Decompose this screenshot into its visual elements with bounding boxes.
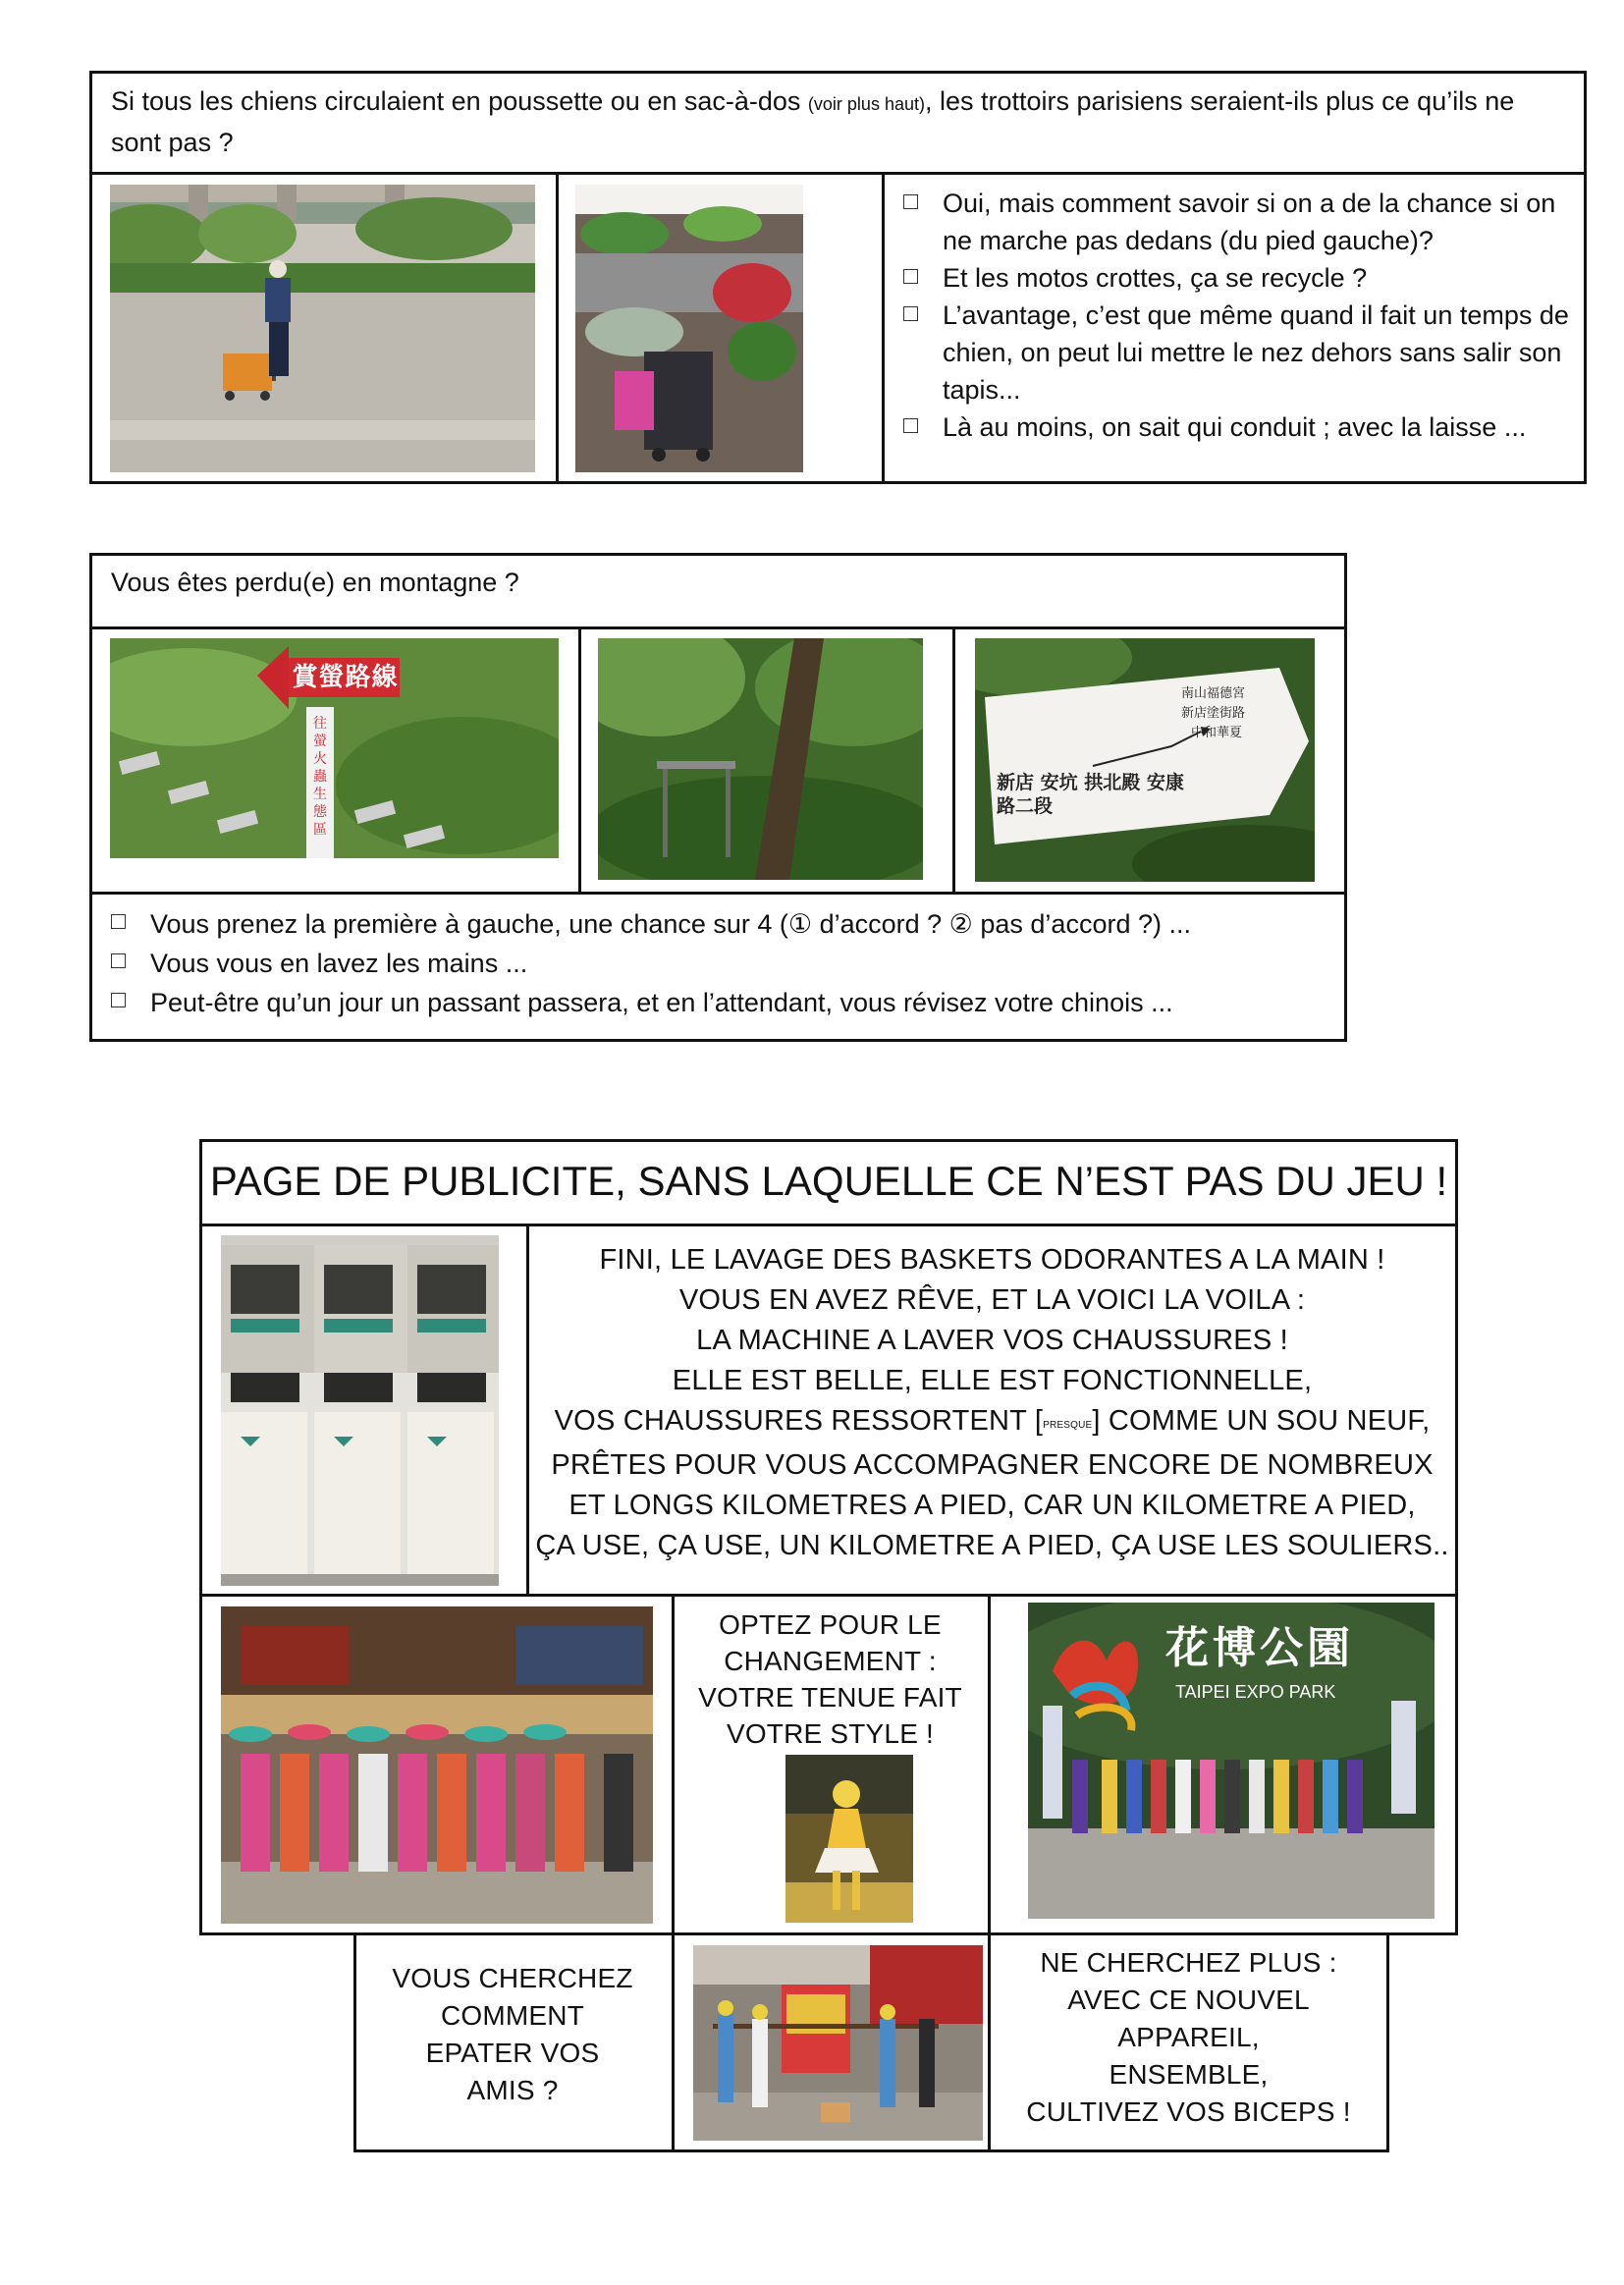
table-row-divider [89,172,1587,175]
list-item[interactable]: Là au moins, on sait qui conduit ; avec la laisse ... [903,408,1571,446]
list-item[interactable]: Vous prenez la première à gauche, une chance sur 4 (① d’accord ? ② pas d’accord ?) ... [111,904,1328,944]
dog-question: Si tous les chiens circulaient en poussette ou en sac-à-dos (voir plus haut), les trottoirs parisiens seraient-ils plus ce qu’ils ne sont pas ? [111,86,1515,157]
table-col-divider [952,626,955,892]
shoe-ad-text: FINI, LE LAVAGE DES BASKETS ODORANTES A LA MAIN ! VOUS EN AVEZ RÊVE, ET LA VOICI LA VOILA : LA MACHINE A LAVER VOS CHAUSSURES ! ELLE EST BELLE, ELLE EST FONCTIONNELLE, VOS CHAUSSURES RESSORTENT [PRESQUE] COMME UN SOU NEUF, PRÊTES POUR VOUS ACCOMPAGNER ENCORE DE NOMBREUX ET LONGS KILOMETRES A PIED, CAR UN KILOMETRE A PIED, ÇA USE, ÇA USE, UN KILOMETRE A PIED, ÇA USE LES SOULIERS.. [535,1244,1449,1561]
expo-sign-cn: 花博公園 [1165,1623,1354,1673]
mountain-options-list [111,904,1328,1022]
svg-text:南山福德宮: 南山福德宮 [1181,686,1246,701]
table-col-divider [882,172,885,484]
checkbox-icon[interactable] [903,269,918,284]
photo-market-cart [575,185,803,472]
photo-shoe-washers [221,1235,499,1586]
photo-dog-cart [110,185,535,472]
sign-text: 賞螢路線 [292,663,399,692]
expo-sign-en: TAIPEI EXPO PARK [1175,1682,1336,1702]
list-item[interactable]: Oui, mais comment savoir si on a de la chance si on ne marche pas dedans (du pied gauche)? [903,185,1571,259]
checkbox-icon[interactable] [111,993,126,1007]
mountain-question: Vous êtes perdu(e) en montagne ? [111,568,519,597]
photo-forest-table [598,638,923,880]
table-col-divider [672,1594,675,1935]
vous-cherchez-text: VOUS CHERCHEZ COMMENT EPATER VOS AMIS ? [392,1963,633,2105]
checkbox-icon[interactable] [111,914,126,929]
list-item[interactable]: Et les motos crottes, ça se recycle ? [903,259,1571,297]
list-item[interactable]: Vous vous en lavez les mains ... [111,944,1328,983]
sign-subtext: 往螢火蟲生態區 [313,716,327,838]
checkbox-icon[interactable] [903,306,918,321]
table-col-divider [556,172,559,484]
table-row-divider [199,1594,1458,1597]
checkbox-icon[interactable] [903,418,918,433]
table-row-divider [89,892,1347,895]
photo-palanquin [693,1945,983,2141]
table-col-divider [672,1932,675,2152]
table-row-divider [89,626,1347,629]
photo-cosplay [785,1755,913,1923]
photo-expo-park [1028,1603,1435,1919]
direction-sign-text: 新店 安坑 拱北殿 安康路二段 [997,772,1184,817]
list-item[interactable]: L’avantage, c’est que même quand il fait un temps de chien, on peut lui mettre le nez dehors sans salir son tapis... [903,297,1571,408]
svg-text:新店塗街路: 新店塗街路 [1181,706,1246,721]
ne-cherchez-text: NE CHERCHEZ PLUS : AVEC CE NOUVEL APPAREIL, ENSEMBLE, CULTIVEZ VOS BICEPS ! [1026,1947,1351,2127]
publicity-title: PAGE DE PUBLICITE, SANS LAQUELLE CE N’EST PAS DU JEU ! [209,1158,1448,1204]
optez-text: OPTEZ POUR LE CHANGEMENT : VOTRE TENUE FAIT VOTRE STYLE ! [698,1609,962,1749]
list-item[interactable]: Peut-être qu’un jour un passant passera, et en l’attendant, vous révisez votre chinois ... [111,983,1328,1022]
table-col-divider [578,626,581,892]
photo-direction-sign [975,638,1315,882]
dog-options-list [903,185,1571,446]
photo-parade [221,1606,653,1924]
svg-text:中和華夏: 中和華夏 [1191,726,1243,740]
checkbox-icon[interactable] [111,953,126,968]
table-row-divider [199,1224,1458,1226]
table-col-divider [988,1594,991,1935]
checkbox-icon[interactable] [903,194,918,209]
photo-arrow-sign [110,638,559,858]
